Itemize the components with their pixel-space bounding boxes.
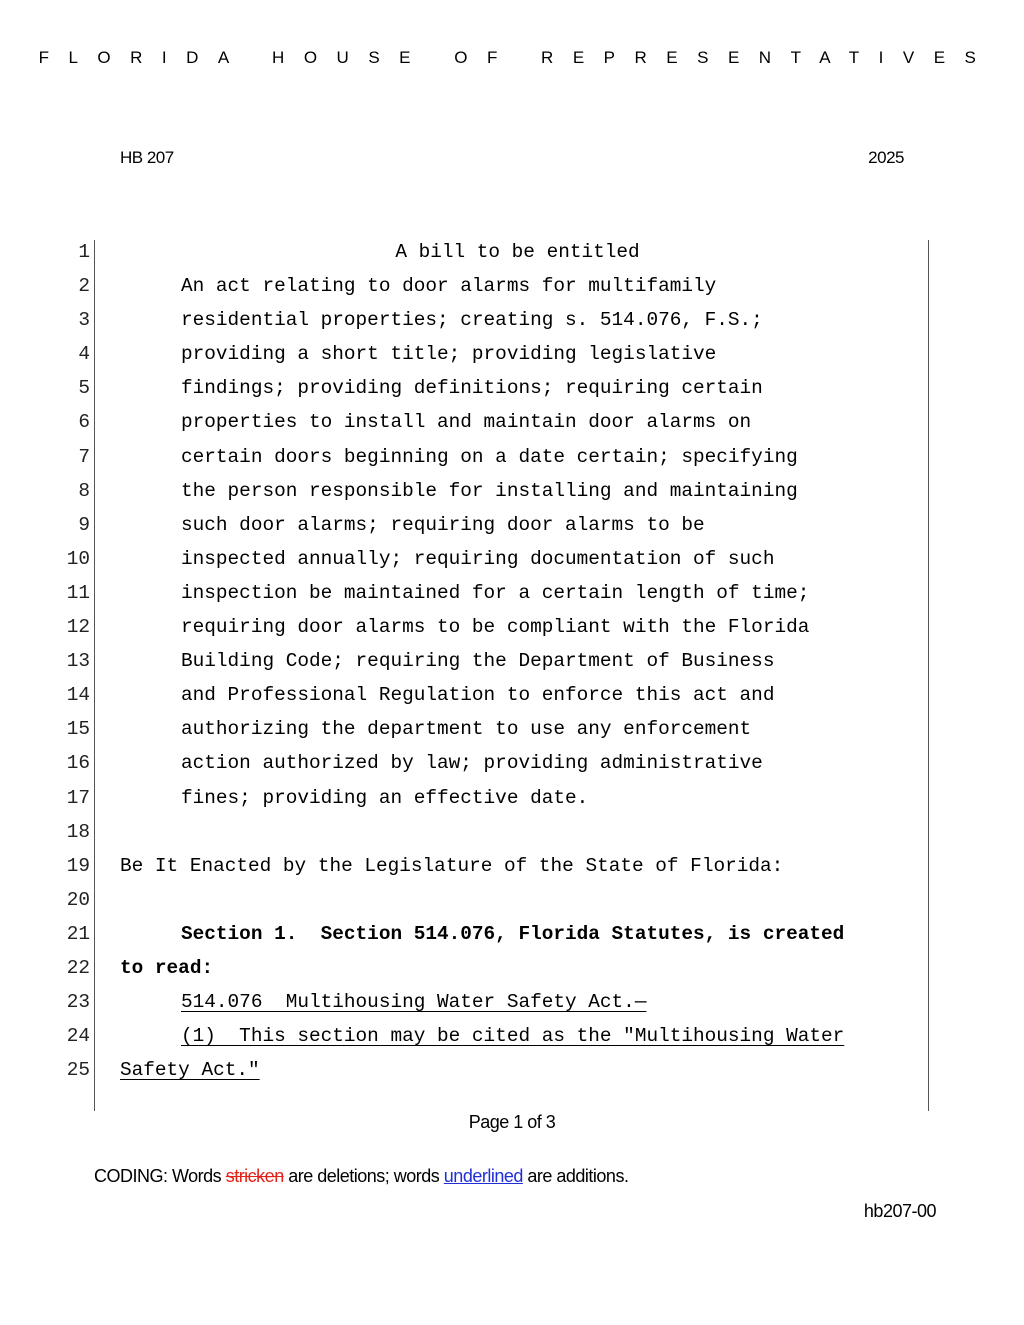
line-text: action authorized by law; providing administrative (181, 752, 763, 775)
bill-line (0, 610, 1024, 644)
line-number: 10 (66, 547, 90, 570)
bill-line (0, 917, 1024, 951)
added-text: 514.076 Multihousing Water Safety Act.— (181, 991, 647, 1014)
added-text: (1) This section may be cited as the "Multihousing Water (181, 1025, 845, 1048)
line-number: 25 (66, 1059, 90, 1082)
line-number: 4 (78, 343, 90, 366)
line-text: residential properties; creating s. 514.076, F.S.; (181, 309, 763, 332)
line-text: inspection be maintained for a certain length of time; (181, 581, 810, 604)
line-text: fines; providing an effective date. (181, 786, 589, 809)
line-text: requiring door alarms to be compliant with the Florida (181, 616, 810, 639)
bill-line (0, 474, 1024, 508)
line-number: 16 (66, 752, 90, 775)
line-text: A bill to be entitled (395, 241, 640, 263)
bill-year: 2025 (868, 148, 904, 167)
line-number: 11 (66, 581, 90, 604)
added-text: Safety Act." (120, 1059, 260, 1082)
bill-line (0, 303, 1024, 337)
line-text: and Professional Regulation to enforce this act and (181, 684, 775, 707)
bill-line (0, 712, 1024, 746)
bill-line (0, 405, 1024, 439)
line-number: 9 (78, 513, 90, 536)
bill-line (0, 576, 1024, 610)
bill-line (0, 849, 1024, 883)
bill-line (0, 269, 1024, 303)
bill-line (0, 678, 1024, 712)
coding-stricken: stricken (225, 1166, 284, 1186)
coding-underlined: underlined (443, 1166, 523, 1186)
line-number: 8 (78, 479, 90, 502)
bill-text-body (0, 235, 1024, 1087)
line-number: 18 (66, 820, 90, 843)
coding-middle: are deletions; words (283, 1166, 444, 1186)
line-text: inspected annually; requiring documentation of such (181, 547, 775, 570)
bill-line (0, 985, 1024, 1019)
line-number: 2 (78, 275, 90, 298)
line-text: certain doors beginning on a date certain; specifying (181, 445, 798, 468)
line-text: An act relating to door alarms for multifamily (181, 275, 717, 298)
bill-line (0, 1053, 1024, 1087)
line-text: Be It Enacted by the Legislature of the State of Florida: (120, 854, 784, 877)
section-heading-cont: to read: (120, 956, 214, 979)
bill-line (0, 371, 1024, 405)
line-number: 14 (66, 684, 90, 707)
bill-line (0, 440, 1024, 474)
line-number: 17 (66, 786, 90, 809)
bill-line (0, 781, 1024, 815)
bill-line (0, 746, 1024, 780)
bill-line (0, 542, 1024, 576)
line-number: 21 (66, 922, 90, 945)
line-text: properties to install and maintain door alarms on (181, 411, 752, 434)
section-heading: Section 1. Section 514.076, Florida Statutes, is created (181, 922, 845, 945)
line-text: authorizing the department to use any enforcement (181, 718, 752, 741)
chamber-title: FLORIDA HOUSE OF REPRESENTATIVES (38, 48, 996, 67)
line-number: 3 (78, 309, 90, 332)
line-text: findings; providing definitions; requiring certain (181, 377, 763, 400)
line-text: Building Code; requiring the Department of Business (181, 650, 775, 673)
line-number: 1 (78, 241, 90, 263)
line-number: 12 (66, 616, 90, 639)
bill-line (0, 815, 1024, 849)
coding-suffix: are additions. (522, 1166, 629, 1186)
coding-prefix: CODING: Words (94, 1166, 226, 1186)
bill-number: HB 207 (120, 148, 174, 167)
line-number: 23 (66, 991, 90, 1014)
line-number: 22 (66, 956, 90, 979)
bill-line (0, 508, 1024, 542)
bill-line (0, 337, 1024, 371)
document-code: hb207-00 (863, 1201, 936, 1221)
bill-line (0, 235, 1024, 269)
line-number: 6 (78, 411, 90, 434)
line-text: providing a short title; providing legislative (181, 343, 717, 366)
page-number: Page 1 of 3 (468, 1112, 556, 1132)
line-number: 13 (66, 650, 90, 673)
line-number: 20 (66, 888, 90, 911)
bill-line (0, 883, 1024, 917)
bill-line (0, 644, 1024, 678)
bill-line (0, 951, 1024, 985)
line-number: 15 (66, 718, 90, 741)
line-text: such door alarms; requiring door alarms to be (181, 513, 705, 536)
line-number: 5 (78, 377, 90, 400)
line-number: 19 (66, 854, 90, 877)
line-text: the person responsible for installing and maintaining (181, 479, 798, 502)
coding-legend (94, 1166, 628, 1187)
line-number: 7 (78, 445, 90, 468)
line-number: 24 (66, 1025, 90, 1048)
bill-line (0, 1019, 1024, 1053)
